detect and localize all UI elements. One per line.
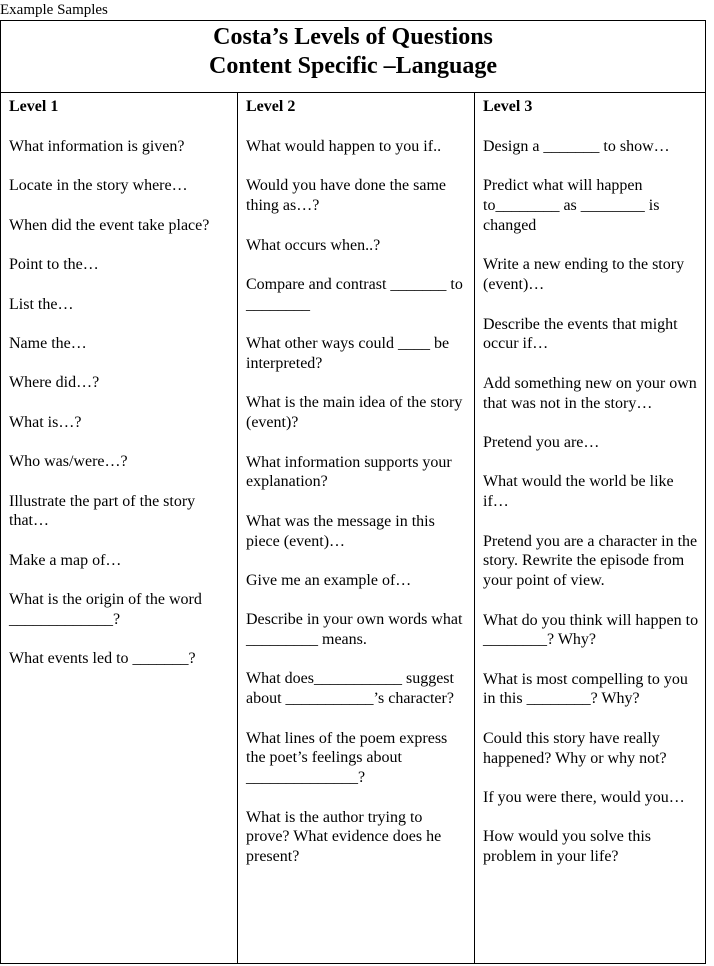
question-item: Predict what will happen to________ as ________ is changed	[483, 177, 660, 234]
question-item: Illustrate the part of the story that…	[9, 492, 196, 530]
question-item: What lines of the poem express the poet’s feelings about ______________?	[246, 729, 448, 787]
question-item: Would you have done the same thing as…?	[246, 177, 446, 215]
column-level-3	[474, 93, 707, 963]
question-item: How would you solve this problem in your life?	[483, 828, 651, 866]
question-item: Pretend you are a character in the story. Rewrite the episode from your point of view.	[483, 532, 698, 590]
question-item: Add something new on your own that was not in the story…	[483, 374, 697, 412]
question-item: What occurs when..?	[246, 236, 381, 254]
question-item: What is the author trying to prove? What evidence does he present?	[246, 808, 442, 866]
question-item: What was the message in this piece (event)…	[246, 512, 435, 550]
questions-table	[0, 20, 706, 964]
table-title	[1, 21, 705, 93]
column-level-1	[1, 93, 237, 963]
column-level-2	[237, 93, 474, 963]
question-item: Where did…?	[9, 374, 100, 392]
question-item: What other ways could ____ be interpreted?	[246, 335, 450, 372]
column-heading: Level 2	[246, 98, 296, 115]
title-line-1: Costa’s Levels of Questions	[213, 24, 493, 50]
question-item: What would happen to you if..	[246, 138, 442, 155]
question-item: Make a map of…	[9, 551, 122, 569]
column-heading: Level 1	[9, 98, 59, 115]
page-caption: Example Samples	[0, 2, 108, 18]
question-item: What do you think will happen to ________? Why?	[483, 611, 699, 649]
question-item: Locate in the story where…	[9, 177, 188, 195]
question-item: Describe in your own words what _________ means.	[246, 611, 463, 649]
question-item: Describe the events that might occur if…	[483, 315, 678, 353]
question-item: Give me an example of…	[246, 571, 412, 589]
question-item: Design a _______ to show…	[483, 138, 670, 155]
question-item: What is…?	[9, 413, 82, 431]
question-item: What is the main idea of the story (event)?	[246, 394, 463, 432]
question-item: What events led to _______?	[9, 650, 196, 668]
column-heading: Level 3	[483, 98, 533, 115]
question-item: Who was/were…?	[9, 453, 128, 471]
title-line-2: Content Specific –Language	[209, 53, 497, 79]
question-item: Write a new ending to the story (event)…	[483, 256, 685, 294]
question-item: What information is given?	[9, 138, 185, 155]
question-item: List the…	[9, 295, 74, 313]
question-item: Name the…	[9, 334, 87, 352]
question-item: What information supports your explanation?	[246, 453, 452, 491]
question-item: What does___________ suggest about ___________’s character?	[246, 670, 454, 708]
question-item: When did the event take place?	[9, 216, 210, 234]
question-item: What is the origin of the word _____________?	[9, 591, 202, 628]
question-item: Compare and contrast _______ to ________	[246, 275, 463, 313]
question-item: What would the world be like if…	[483, 473, 674, 511]
question-item: If you were there, would you…	[483, 789, 685, 807]
question-item: Could this story have really happened? Why or why not?	[483, 729, 667, 767]
question-item: Pretend you are…	[483, 433, 600, 451]
question-item: Point to the…	[9, 256, 99, 274]
question-item: What is most compelling to you in this ________? Why?	[483, 670, 688, 708]
